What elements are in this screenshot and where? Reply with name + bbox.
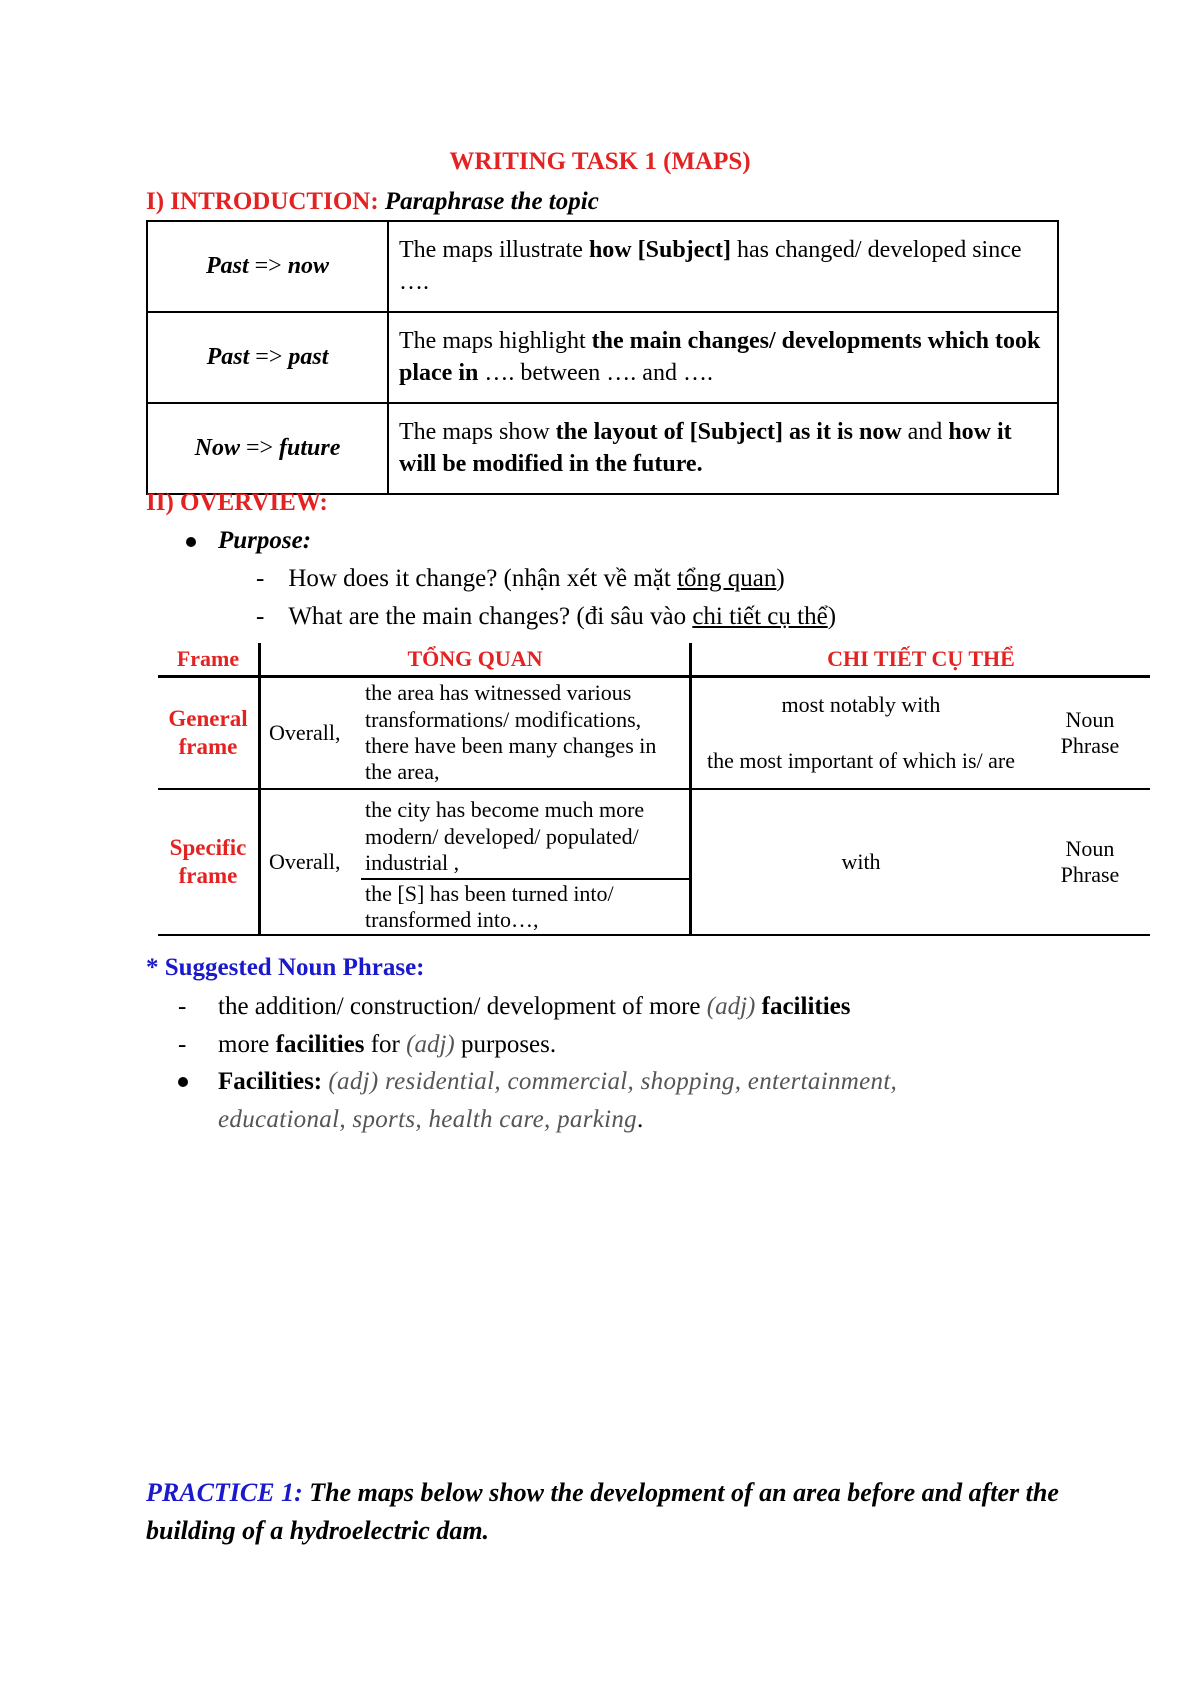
key-from: Past xyxy=(205,252,249,279)
general-detail-2: the most important of which is/ are xyxy=(707,748,1015,773)
question-item xyxy=(256,565,785,593)
specific-text-1: the city has become much more modern/ developed/ populated/ industrial , xyxy=(361,789,691,879)
specific-np: Noun Phrase xyxy=(1030,789,1150,935)
item-italic: (adj) xyxy=(706,993,756,1020)
general-overall: Overall, xyxy=(260,677,362,790)
question-item xyxy=(256,603,836,631)
practice-label: PRACTICE 1: xyxy=(146,1478,303,1507)
question-end: ) xyxy=(776,565,785,592)
intro-text: The maps show xyxy=(399,419,556,446)
suggested-heading: * Suggested Noun Phrase: xyxy=(146,954,425,981)
list-item xyxy=(146,988,1046,1026)
item-text: more xyxy=(218,1030,276,1058)
specific-label: Specific frame xyxy=(158,789,260,935)
dash-icon: - xyxy=(256,603,265,630)
general-detail xyxy=(691,677,1031,790)
page-title: WRITING TASK 1 (MAPS) xyxy=(449,148,751,175)
key-arrow: => xyxy=(239,434,280,461)
intro-value xyxy=(388,312,1058,403)
intro-key xyxy=(147,312,388,403)
header-detail: CHI TIẾT CỤ THỂ xyxy=(691,643,1151,677)
intro-text: The maps illustrate xyxy=(399,237,589,264)
question-text: How does it change? (nhận xét về mặt xyxy=(288,565,678,592)
practice-prompt xyxy=(146,1474,1066,1549)
general-row xyxy=(158,677,1150,790)
intro-text: and xyxy=(901,419,949,446)
intro-key xyxy=(147,403,388,494)
general-detail-1: most notably with xyxy=(781,691,941,717)
frame-header-row xyxy=(158,643,1150,677)
intro-heading xyxy=(146,188,599,216)
intro-subheading: Paraphrase the topic xyxy=(384,188,599,215)
key-arrow: => xyxy=(248,252,288,279)
intro-heading-label: I) INTRODUCTION: xyxy=(146,188,379,215)
intro-text: …. between …. and …. xyxy=(478,359,713,386)
intro-key xyxy=(147,221,388,312)
key-to: now xyxy=(287,252,330,279)
overview-heading: II) OVERVIEW: xyxy=(146,489,328,516)
intro-value xyxy=(388,221,1058,312)
specific-text-2: the [S] has been turned into/ transformed into…, xyxy=(361,879,691,935)
practice-text: The maps below show the development of an area before and after the building of a hydroelectric dam. xyxy=(146,1478,1059,1545)
bullet-icon xyxy=(178,1062,188,1100)
question-end: ) xyxy=(827,603,837,630)
item-text: . xyxy=(636,1105,644,1133)
general-text: the area has witnessed various transformations/ modifications, there have been many changes in the area, xyxy=(361,677,691,790)
intro-table xyxy=(146,220,1059,495)
dash-icon: - xyxy=(178,1030,187,1058)
header-frame: Frame xyxy=(158,643,260,677)
intro-row xyxy=(147,312,1058,403)
question-underline: chi tiết cụ thể xyxy=(692,603,828,630)
item-text: purposes. xyxy=(454,1030,557,1058)
key-to: past xyxy=(288,343,329,370)
item-italic: (adj) residential, commercial, shopping, entertainment, educational, sports, health care, parking xyxy=(218,1068,898,1133)
specific-with: with xyxy=(691,789,1031,935)
frame-table xyxy=(158,643,1150,936)
question-underline: tổng quan xyxy=(677,565,777,592)
intro-row xyxy=(147,221,1058,312)
specific-row xyxy=(158,789,1150,879)
key-from: Now xyxy=(194,434,240,461)
dash-icon: - xyxy=(256,565,265,592)
item-bold: facilities xyxy=(761,993,851,1020)
suggested-list xyxy=(146,988,1046,1138)
intro-value xyxy=(388,403,1058,494)
purpose-item xyxy=(186,527,311,555)
specific-overall: Overall, xyxy=(260,789,362,935)
intro-bold: how [Subject] xyxy=(588,237,731,264)
intro-row xyxy=(147,403,1058,494)
intro-text: has changed/ developed since …. xyxy=(399,237,1022,295)
general-np: Noun Phrase xyxy=(1030,677,1150,790)
intro-text: The maps highlight xyxy=(399,328,592,355)
intro-bold: how it will be modified in the future. xyxy=(399,419,1012,477)
list-item xyxy=(146,1063,998,1138)
purpose-label: Purpose: xyxy=(218,527,312,554)
item-text: for xyxy=(364,1030,407,1058)
intro-bold: the layout of [Subject] as it is now xyxy=(555,419,902,446)
key-to: future xyxy=(279,434,341,461)
bullet-icon xyxy=(186,537,196,547)
general-label: General frame xyxy=(158,677,260,790)
question-text: What are the main changes? (đi sâu vào xyxy=(288,603,693,630)
list-item xyxy=(146,1026,1046,1064)
item-bold: Facilities: xyxy=(218,1068,323,1095)
key-arrow: => xyxy=(249,343,289,370)
dash-icon: - xyxy=(178,993,187,1020)
item-bold: facilities xyxy=(275,1030,365,1058)
item-italic: (adj) xyxy=(406,1030,455,1058)
intro-bold: the main changes/ developments which took place in xyxy=(399,328,1041,386)
key-from: Past xyxy=(206,343,250,370)
header-overview: TỔNG QUAN xyxy=(260,643,691,677)
item-text: the addition/ construction/ development of more xyxy=(218,993,707,1020)
